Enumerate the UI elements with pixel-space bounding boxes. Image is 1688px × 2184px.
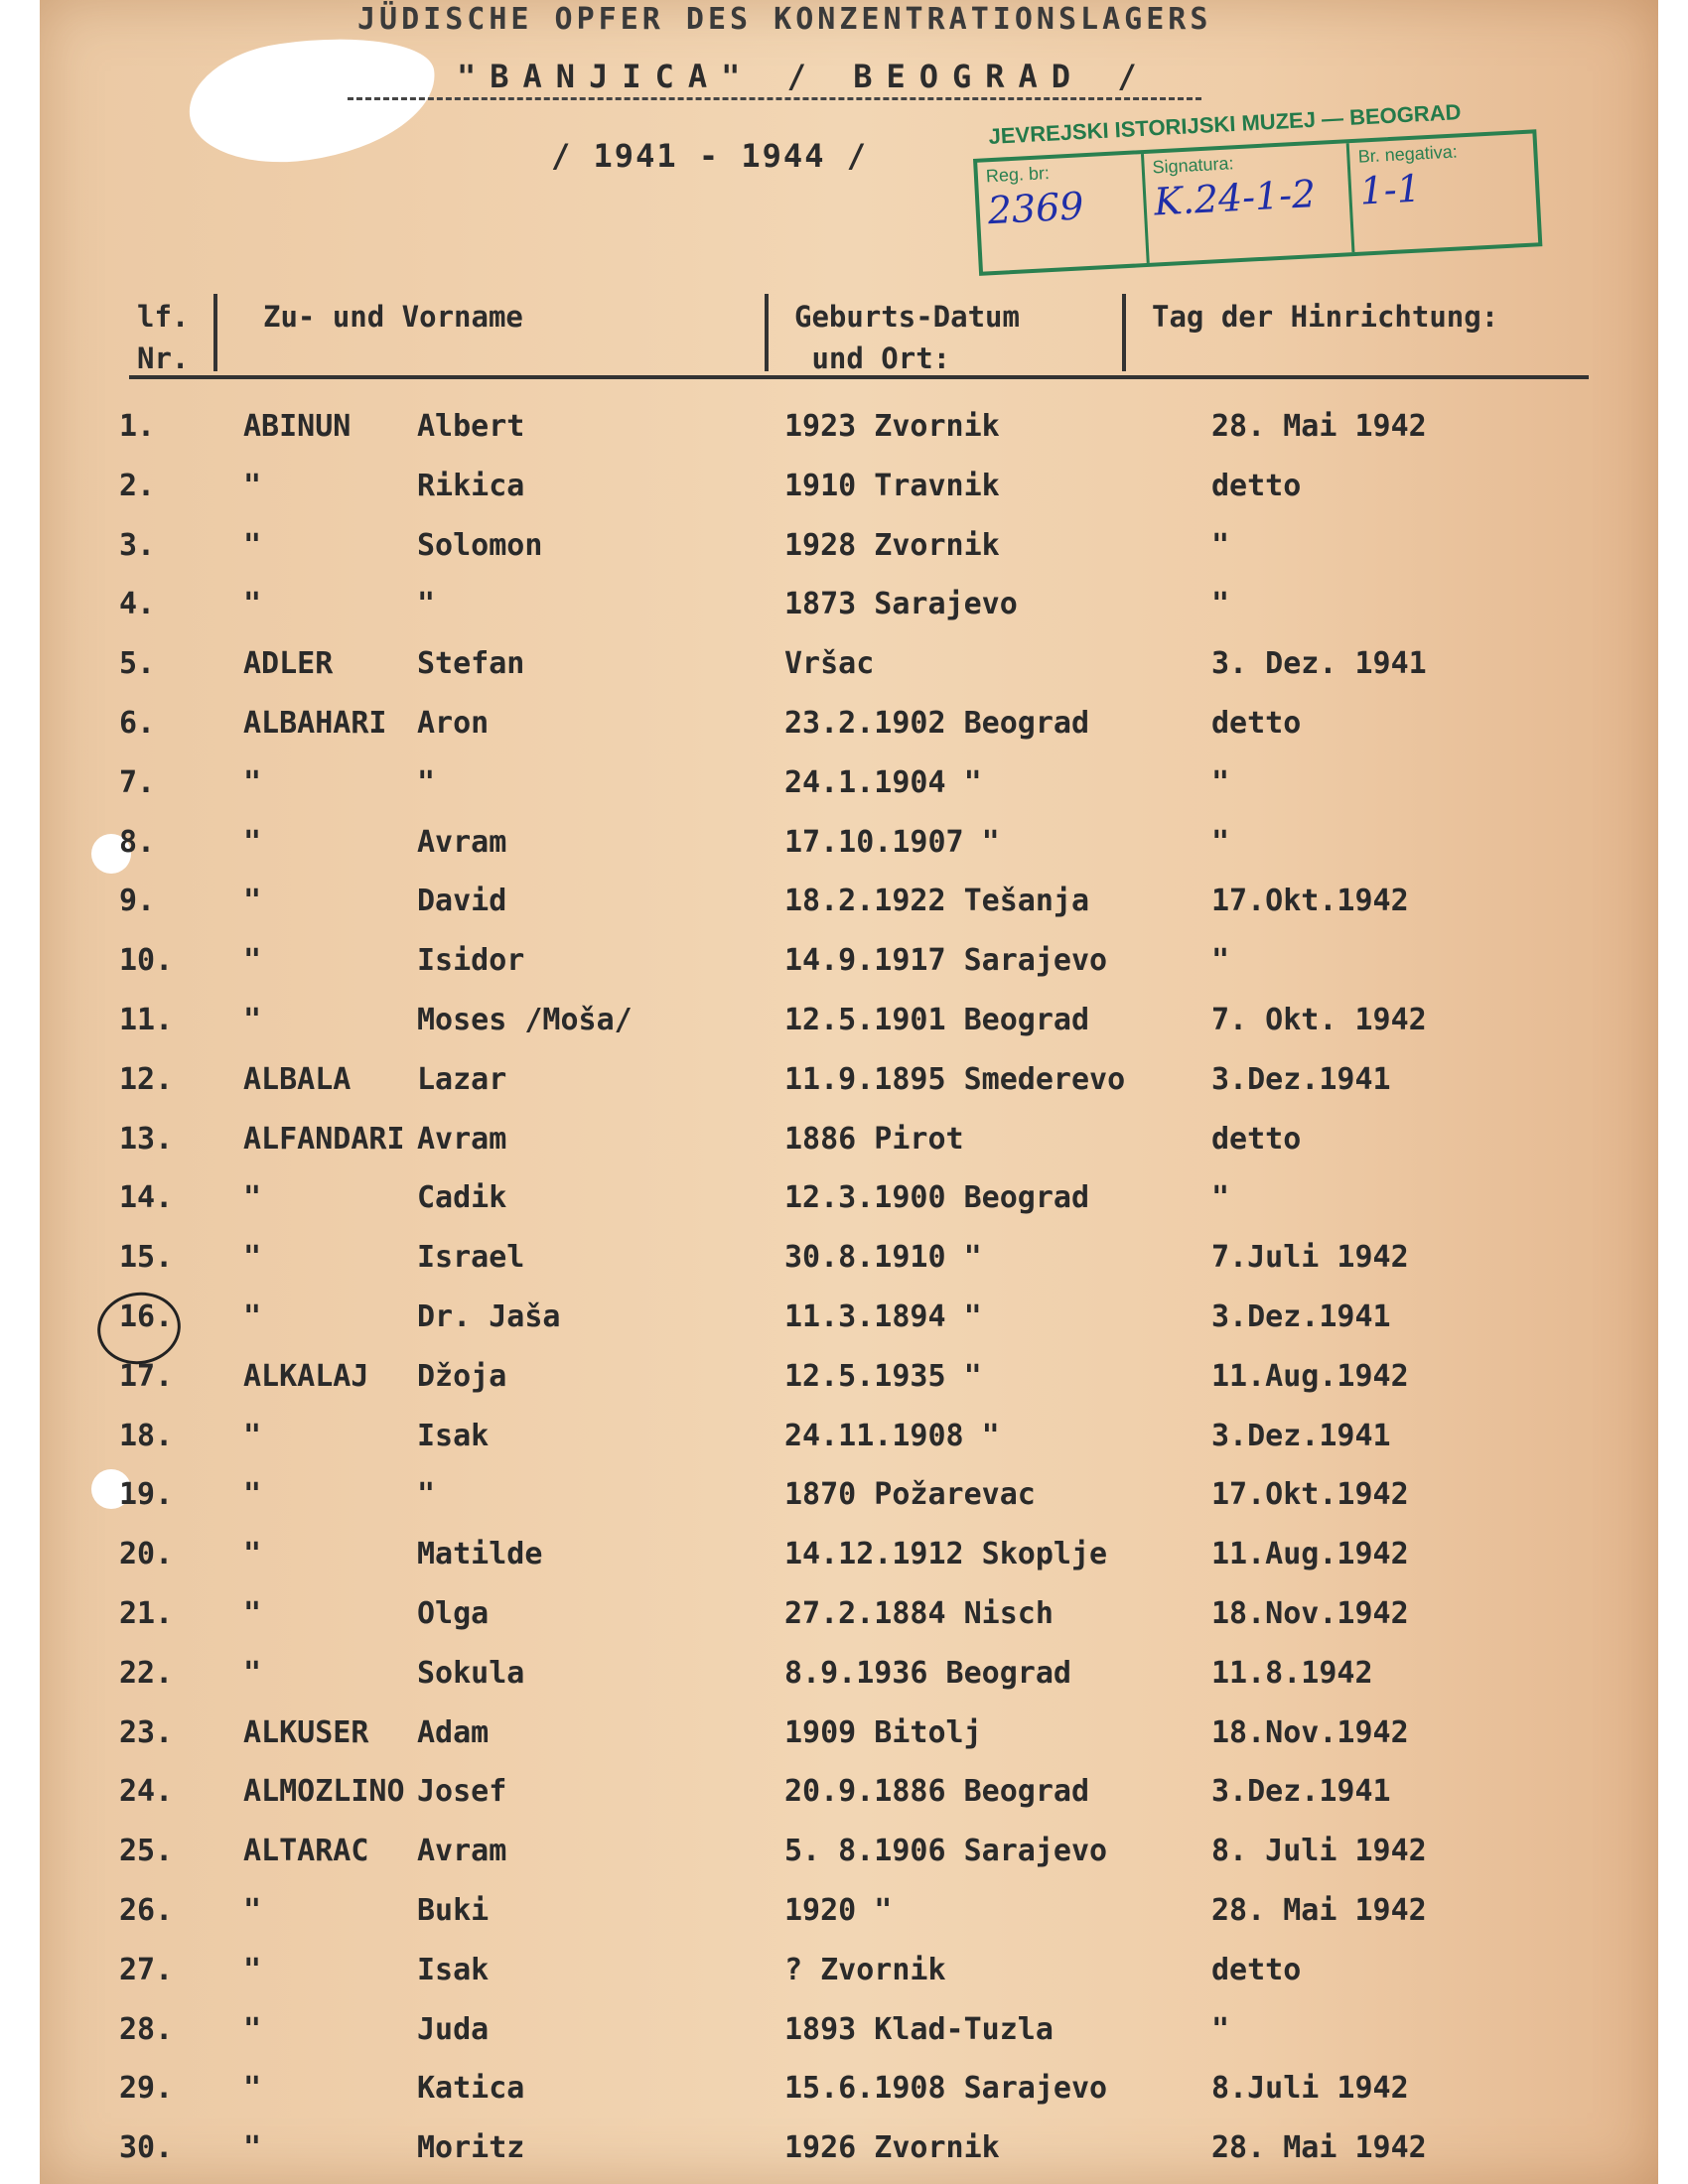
row-execution-date: " bbox=[1211, 587, 1230, 621]
row-first-name: Stefan bbox=[417, 646, 525, 681]
row-number: 29. bbox=[119, 2071, 174, 2106]
row-execution-date: 3. Dez. 1941 bbox=[1211, 646, 1427, 681]
row-number: 26. bbox=[119, 1893, 174, 1928]
row-execution-date: 28. Mai 1942 bbox=[1211, 409, 1427, 444]
row-execution-date: 3.Dez.1941 bbox=[1211, 1419, 1391, 1453]
museum-stamp-title: JEVREJSKI ISTORIJSKI MUZEJ — BEOGRAD bbox=[988, 99, 1463, 149]
row-first-name: Džoja bbox=[417, 1359, 507, 1394]
row-birth: 14.9.1917 Sarajevo bbox=[784, 943, 1108, 978]
stamp-negative-value: 1-1 bbox=[1358, 166, 1422, 213]
row-surname: " bbox=[243, 1299, 262, 1334]
row-birth: 1910 Travnik bbox=[784, 469, 1000, 503]
stamp-signature-label: Signatura: bbox=[1152, 153, 1234, 178]
row-birth: 18.2.1922 Tešanja bbox=[784, 884, 1090, 918]
table-row bbox=[0, 1359, 1688, 1409]
row-first-name: David bbox=[417, 884, 507, 918]
table-row bbox=[0, 1953, 1688, 2002]
row-surname: " bbox=[243, 943, 262, 978]
row-first-name: Sokula bbox=[417, 1656, 525, 1691]
row-surname: " bbox=[243, 765, 262, 800]
row-execution-date: 17.Okt.1942 bbox=[1211, 1477, 1409, 1512]
row-number: 10. bbox=[119, 943, 174, 978]
row-birth: 5. 8.1906 Sarajevo bbox=[784, 1834, 1108, 1868]
row-birth: 1873 Sarajevo bbox=[784, 587, 1018, 621]
row-number: 3. bbox=[119, 528, 156, 563]
row-surname: " bbox=[243, 1596, 262, 1631]
row-first-name: Cadik bbox=[417, 1180, 507, 1215]
row-birth: 24.11.1908 " bbox=[784, 1419, 1000, 1453]
row-first-name: Solomon bbox=[417, 528, 543, 563]
stamp-negative-label: Br. negativa: bbox=[1357, 141, 1459, 167]
row-birth: 8.9.1936 Beograd bbox=[784, 1656, 1071, 1691]
table-row bbox=[0, 528, 1688, 578]
table-row bbox=[0, 1774, 1688, 1824]
row-birth: 14.12.1912 Skoplje bbox=[784, 1537, 1108, 1571]
row-surname: " bbox=[243, 2130, 262, 2165]
row-execution-date: 28. Mai 1942 bbox=[1211, 1893, 1427, 1928]
row-surname: " bbox=[243, 1537, 262, 1571]
row-birth: 1920 " bbox=[784, 1893, 893, 1928]
row-execution-date: detto bbox=[1211, 1122, 1302, 1157]
stamp-reg-value: 2369 bbox=[986, 184, 1085, 233]
row-number: 5. bbox=[119, 646, 156, 681]
column-separator bbox=[1122, 294, 1126, 371]
row-birth: Vršac bbox=[784, 646, 875, 681]
row-number: 1. bbox=[119, 409, 156, 444]
row-first-name: Isak bbox=[417, 1419, 490, 1453]
row-birth: 1926 Zvornik bbox=[784, 2130, 1000, 2165]
row-first-name: Moritz bbox=[417, 2130, 525, 2165]
row-number: 20. bbox=[119, 1537, 174, 1571]
table-row bbox=[0, 1715, 1688, 1765]
row-number: 21. bbox=[119, 1596, 174, 1631]
table-row bbox=[0, 706, 1688, 755]
row-first-name: Albert bbox=[417, 409, 525, 444]
row-execution-date: 18.Nov.1942 bbox=[1211, 1715, 1409, 1750]
table-row bbox=[0, 1003, 1688, 1052]
table-row bbox=[0, 943, 1688, 993]
title-underline bbox=[348, 97, 1201, 100]
row-execution-date: " bbox=[1211, 2012, 1230, 2047]
table-row bbox=[0, 587, 1688, 636]
row-surname: ALFANDARI bbox=[243, 1122, 405, 1157]
row-number: 19. bbox=[119, 1477, 174, 1512]
row-execution-date: 11.Aug.1942 bbox=[1211, 1537, 1409, 1571]
row-execution-date: 8.Juli 1942 bbox=[1211, 2071, 1409, 2106]
row-birth: 1886 Pirot bbox=[784, 1122, 964, 1157]
row-surname: ADLER bbox=[243, 646, 334, 681]
row-first-name: Rikica bbox=[417, 469, 525, 503]
row-birth: 11.9.1895 Smederevo bbox=[784, 1062, 1126, 1097]
row-number: 24. bbox=[119, 1774, 174, 1809]
row-first-name: " bbox=[417, 587, 436, 621]
row-birth: 12.5.1935 " bbox=[784, 1359, 982, 1394]
column-header-birth: Geburts-Datum und Ort: bbox=[794, 300, 1020, 375]
row-surname: " bbox=[243, 1953, 262, 1987]
row-first-name: Josef bbox=[417, 1774, 507, 1809]
row-number: 12. bbox=[119, 1062, 174, 1097]
row-execution-date: 3.Dez.1941 bbox=[1211, 1774, 1391, 1809]
row-number: 30. bbox=[119, 2130, 174, 2165]
table-row bbox=[0, 469, 1688, 518]
row-first-name: " bbox=[417, 1477, 436, 1512]
stamp-negative-cell bbox=[1349, 133, 1538, 252]
table-row bbox=[0, 1180, 1688, 1230]
row-number: 13. bbox=[119, 1122, 174, 1157]
table-row bbox=[0, 884, 1688, 933]
row-surname: " bbox=[243, 1003, 262, 1037]
row-execution-date: 7. Okt. 1942 bbox=[1211, 1003, 1427, 1037]
row-surname: " bbox=[243, 469, 262, 503]
row-first-name: Avram bbox=[417, 825, 507, 860]
row-surname: " bbox=[243, 2012, 262, 2047]
row-birth: 27.2.1884 Nisch bbox=[784, 1596, 1054, 1631]
table-row bbox=[0, 2071, 1688, 2120]
row-execution-date: 8. Juli 1942 bbox=[1211, 1834, 1427, 1868]
row-number: 27. bbox=[119, 1953, 174, 1987]
column-separator bbox=[765, 294, 769, 371]
row-first-name: Juda bbox=[417, 2012, 490, 2047]
row-surname: " bbox=[243, 884, 262, 918]
row-surname: ALKALAJ bbox=[243, 1359, 369, 1394]
table-row bbox=[0, 2012, 1688, 2062]
row-surname: ALKUSER bbox=[243, 1715, 369, 1750]
row-surname: " bbox=[243, 1893, 262, 1928]
row-execution-date: " bbox=[1211, 943, 1230, 978]
row-birth: 1923 Zvornik bbox=[784, 409, 1000, 444]
row-first-name: Matilde bbox=[417, 1537, 543, 1571]
row-surname: " bbox=[243, 1180, 262, 1215]
row-first-name: Avram bbox=[417, 1834, 507, 1868]
row-number: 17. bbox=[119, 1359, 174, 1394]
document-title: JÜDISCHE OPFER DES KONZENTRATIONSLAGERS bbox=[357, 2, 1212, 37]
table-row bbox=[0, 1122, 1688, 1171]
row-birth: 1909 Bitolj bbox=[784, 1715, 982, 1750]
row-birth: ? Zvornik bbox=[784, 1953, 946, 1987]
table-row bbox=[0, 1419, 1688, 1468]
table-row bbox=[0, 646, 1688, 696]
row-execution-date: 7.Juli 1942 bbox=[1211, 1240, 1409, 1275]
row-birth: 1928 Zvornik bbox=[784, 528, 1000, 563]
row-surname: " bbox=[243, 2071, 262, 2106]
table-row bbox=[0, 825, 1688, 875]
row-execution-date: 28. Mai 1942 bbox=[1211, 2130, 1427, 2165]
row-surname: ALBALA bbox=[243, 1062, 352, 1097]
row-birth: 12.5.1901 Beograd bbox=[784, 1003, 1090, 1037]
row-birth: 23.2.1902 Beograd bbox=[784, 706, 1090, 741]
row-execution-date: " bbox=[1211, 765, 1230, 800]
column-header-execution: Tag der Hinrichtung: bbox=[1152, 300, 1499, 334]
row-first-name: Isidor bbox=[417, 943, 525, 978]
row-surname: ALMOZLINO bbox=[243, 1774, 405, 1809]
row-birth: 11.3.1894 " bbox=[784, 1299, 982, 1334]
row-execution-date: detto bbox=[1211, 469, 1302, 503]
stamp-reg-label: Reg. br: bbox=[985, 163, 1051, 187]
row-number: 14. bbox=[119, 1180, 174, 1215]
row-birth: 24.1.1904 " bbox=[784, 765, 982, 800]
column-separator bbox=[213, 294, 217, 371]
row-birth: 30.8.1910 " bbox=[784, 1240, 982, 1275]
row-execution-date: detto bbox=[1211, 706, 1302, 741]
row-birth: 15.6.1908 Sarajevo bbox=[784, 2071, 1108, 2106]
row-execution-date: 3.Dez.1941 bbox=[1211, 1299, 1391, 1334]
table-row bbox=[0, 1062, 1688, 1112]
document-years: / 1941 - 1944 / bbox=[551, 137, 868, 175]
row-surname: ABINUN bbox=[243, 409, 352, 444]
row-execution-date: detto bbox=[1211, 1953, 1302, 1987]
row-execution-date: 3.Dez.1941 bbox=[1211, 1062, 1391, 1097]
row-execution-date: 11.Aug.1942 bbox=[1211, 1359, 1409, 1394]
row-first-name: Lazar bbox=[417, 1062, 507, 1097]
row-first-name: Olga bbox=[417, 1596, 490, 1631]
row-execution-date: 18.Nov.1942 bbox=[1211, 1596, 1409, 1631]
row-number: 28. bbox=[119, 2012, 174, 2047]
row-first-name: Aron bbox=[417, 706, 490, 741]
row-number: 16. bbox=[119, 1299, 174, 1334]
row-number: 22. bbox=[119, 1656, 174, 1691]
row-execution-date: " bbox=[1211, 825, 1230, 860]
row-birth: 1870 Požarevac bbox=[784, 1477, 1036, 1512]
row-execution-date: 17.Okt.1942 bbox=[1211, 884, 1409, 918]
header-rule bbox=[129, 375, 1589, 379]
row-number: 7. bbox=[119, 765, 156, 800]
row-surname: " bbox=[243, 528, 262, 563]
row-birth: 20.9.1886 Beograd bbox=[784, 1774, 1090, 1809]
table-row bbox=[0, 1893, 1688, 1943]
table-row bbox=[0, 1477, 1688, 1527]
row-first-name: Adam bbox=[417, 1715, 490, 1750]
table-row bbox=[0, 1537, 1688, 1586]
row-first-name: Katica bbox=[417, 2071, 525, 2106]
row-birth: 1893 Klad-Tuzla bbox=[784, 2012, 1054, 2047]
table-row bbox=[0, 765, 1688, 815]
table-row bbox=[0, 1240, 1688, 1290]
row-number: 6. bbox=[119, 706, 156, 741]
row-surname: " bbox=[243, 1419, 262, 1453]
stamp-signature-value: K.24-1-2 bbox=[1153, 172, 1318, 224]
row-execution-date: " bbox=[1211, 528, 1230, 563]
row-first-name: Israel bbox=[417, 1240, 525, 1275]
row-first-name: " bbox=[417, 765, 436, 800]
row-surname: ALBAHARI bbox=[243, 706, 387, 741]
row-number: 23. bbox=[119, 1715, 174, 1750]
row-surname: " bbox=[243, 1240, 262, 1275]
table-row bbox=[0, 1596, 1688, 1646]
row-execution-date: " bbox=[1211, 1180, 1230, 1215]
table-row bbox=[0, 1656, 1688, 1706]
row-execution-date: 11.8.1942 bbox=[1211, 1656, 1373, 1691]
row-first-name: Buki bbox=[417, 1893, 490, 1928]
row-first-name: Avram bbox=[417, 1122, 507, 1157]
row-number: 11. bbox=[119, 1003, 174, 1037]
row-first-name: Moses /Moša/ bbox=[417, 1003, 633, 1037]
row-first-name: Dr. Jaša bbox=[417, 1299, 561, 1334]
row-number: 4. bbox=[119, 587, 156, 621]
column-header-number: lf. Nr. bbox=[137, 300, 190, 375]
document-subtitle: "BANJICA" / BEOGRAD / bbox=[457, 58, 1151, 95]
row-surname: ALTARAC bbox=[243, 1834, 369, 1868]
row-first-name: Isak bbox=[417, 1953, 490, 1987]
row-surname: " bbox=[243, 825, 262, 860]
row-number: 2. bbox=[119, 469, 156, 503]
row-surname: " bbox=[243, 587, 262, 621]
row-number: 18. bbox=[119, 1419, 174, 1453]
row-number: 8. bbox=[119, 825, 156, 860]
row-birth: 12.3.1900 Beograd bbox=[784, 1180, 1090, 1215]
table-row bbox=[0, 1834, 1688, 1883]
table-row bbox=[0, 409, 1688, 459]
table-row bbox=[0, 2130, 1688, 2180]
column-header-name: Zu- und Vorname bbox=[263, 300, 523, 334]
row-surname: " bbox=[243, 1477, 262, 1512]
table-row bbox=[0, 1299, 1688, 1349]
row-birth: 17.10.1907 " bbox=[784, 825, 1000, 860]
row-number: 9. bbox=[119, 884, 156, 918]
stamp-reg-cell bbox=[977, 154, 1149, 272]
row-number: 25. bbox=[119, 1834, 174, 1868]
row-surname: " bbox=[243, 1656, 262, 1691]
stamp-signature-cell bbox=[1144, 143, 1355, 263]
row-number: 15. bbox=[119, 1240, 174, 1275]
